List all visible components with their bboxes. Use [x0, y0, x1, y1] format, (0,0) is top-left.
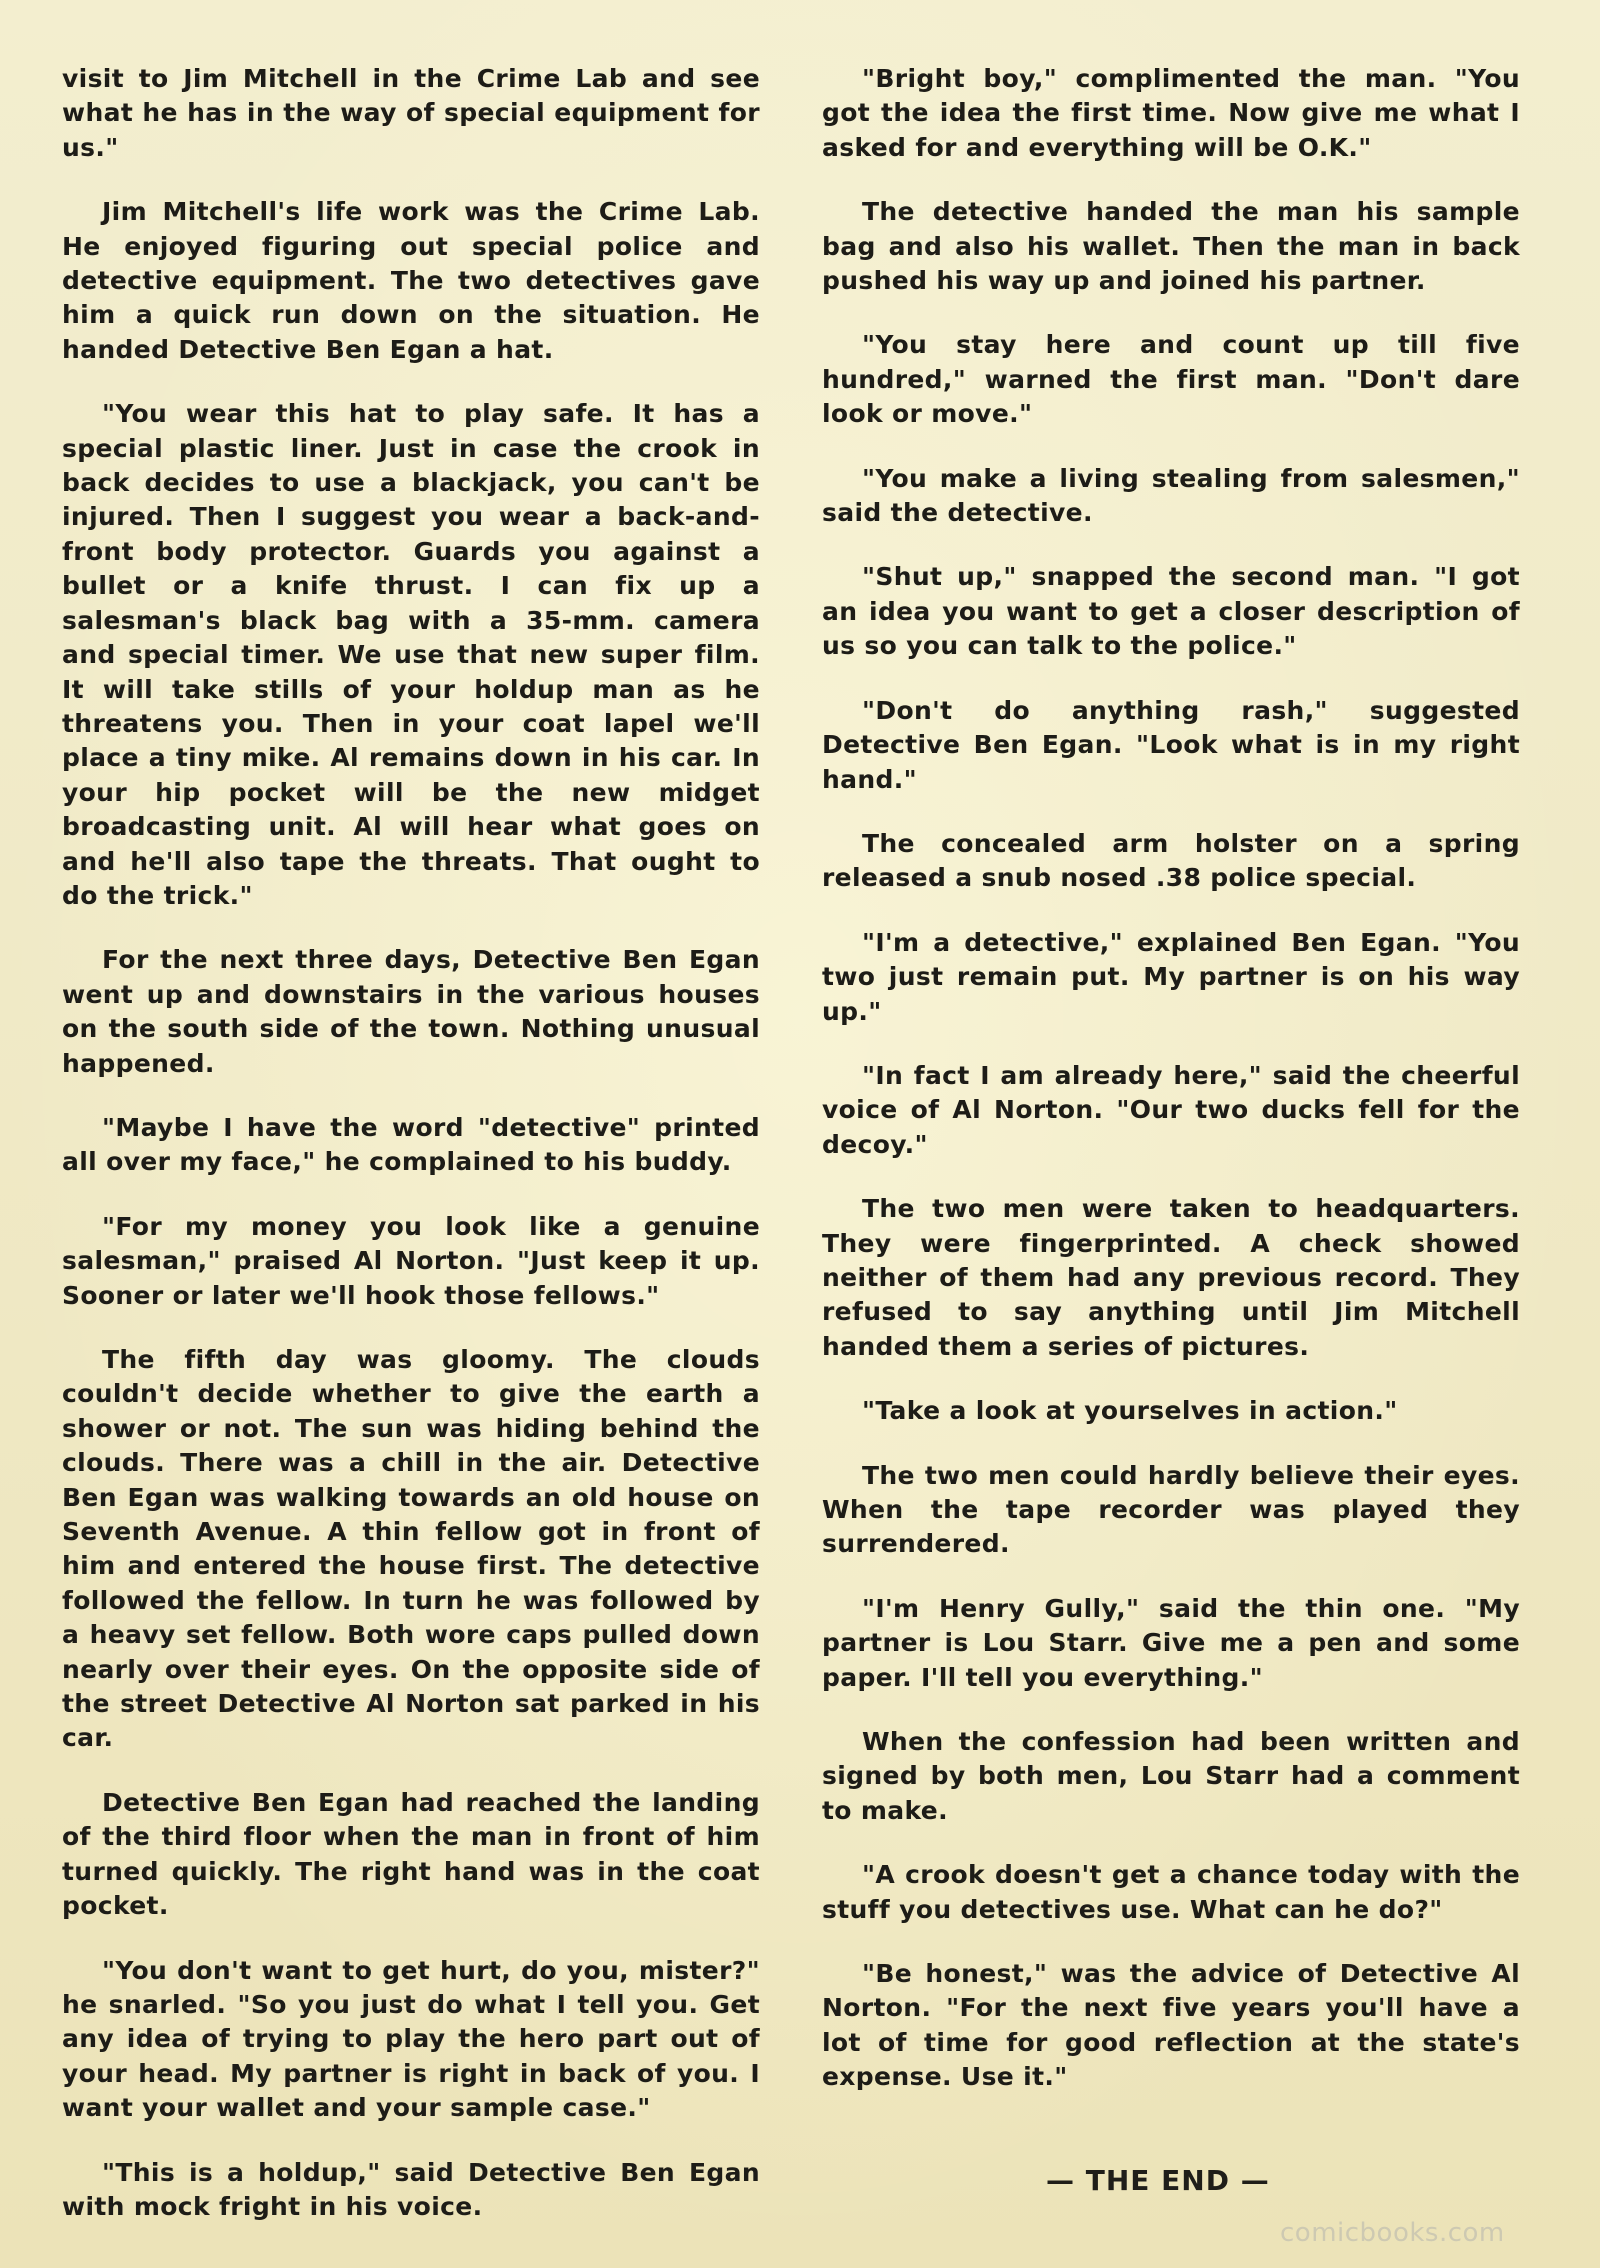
story-paragraph: Detective Ben Egan had reached the landing of the third floor when the man in front of him turned quickly. The right hand was in the coat pocket.	[62, 1787, 760, 1921]
story-paragraph: "I'm Henry Gully," said the thin one. "My partner is Lou Starr. Give me a pen and some paper. I'll tell you everything."	[822, 1593, 1520, 1692]
story-paragraph: When the confession had been written and signed by both men, Lou Starr had a comment to make.	[822, 1727, 1520, 1825]
story-paragraph: Jim Mitchell's life work was the Crime Lab. He enjoyed figuring out special police and detective equipment. The two detectives gave him a quick run down on the situation. He handed Detective Ben Egan a hat.	[62, 197, 760, 364]
story-paragraph: "Bright boy," complimented the man. "You got the idea the first time. Now give me what I asked for and everything will be O.K."	[822, 64, 1520, 162]
story-paragraph: "In fact I am already here," said the cheerful voice of Al Norton. "Our two ducks fell for the decoy."	[822, 1060, 1520, 1159]
story-paragraph: "Don't do anything rash," suggested Detective Ben Egan. "Look what is in my right hand."	[822, 695, 1520, 794]
story-paragraph: "You make a living stealing from salesmen," said the detective.	[822, 463, 1520, 528]
story-paragraph: visit to Jim Mitchell in the Crime Lab and see what he has in the way of special equipment for us."	[62, 64, 760, 162]
story-paragraph: The concealed arm holster on a spring released a snub nosed .38 police special.	[822, 828, 1520, 893]
the-end-mark: — THE END —	[1046, 2164, 1270, 2197]
story-paragraph: "Take a look at yourselves in action."	[862, 1396, 1398, 1426]
right-text-column	[822, 62, 1520, 2125]
story-paragraph: "You wear this hat to play safe. It has a special plastic liner. Just in case the crook in back decides to use a blackjack, you can't be injured. Then I suggest you wear a back-and-front body protector. Guards you against a bullet or a knife thrust. I can fix up a salesman's black bag with a 35-mm. camera and special timer. We use that new super film. It will take stills of your holdup man as he threatens you. Then in your coat lapel we'll place a tiny mike. Al remains down in his car. In your hip pocket will be the new midget broadcasting unit. Al will hear what goes on and he'll also tape the threats. That ought to do the trick."	[62, 399, 760, 910]
story-paragraph: "You don't want to get hurt, do you, mister?" he snarled. "So you just do what I tell you. Get any idea of trying to play the hero part out of your head. My partner is right in back of you. I want your wallet and your sample case."	[62, 1955, 760, 2123]
left-text-column	[62, 62, 760, 2254]
story-paragraph: "Be honest," was the advice of Detective Al Norton. "For the next five years you'll have a lot of time for good reflection at the state's expense. Use it."	[822, 1959, 1520, 2092]
story-paragraph: "You stay here and count up till five hundred," warned the first man. "Don't dare look or move."	[822, 330, 1520, 429]
story-paragraph: "I'm a detective," explained Ben Egan. "You two just remain put. My partner is on his way up."	[822, 927, 1520, 1026]
site-watermark: comicbooks.com	[1280, 2218, 1505, 2248]
story-paragraph: "Shut up," snapped the second man. "I got an idea you want to get a closer description of us so you can talk to the police."	[822, 562, 1520, 661]
story-paragraph: For the next three days, Detective Ben Egan went up and downstairs in the various houses on the south side of the town. Nothing unusual happened.	[62, 945, 760, 1078]
story-paragraph: "For my money you look like a genuine salesman," praised Al Norton. "Just keep it up. Sooner or later we'll hook those fellows."	[62, 1211, 760, 1310]
story-paragraph: "A crook doesn't get a chance today with the stuff you detectives use. What can he do?"	[822, 1860, 1520, 1924]
story-paragraph: The two men were taken to headquarters. They were fingerprinted. A check showed neither of them had any previous record. They refused to say anything until Jim Mitchell handed them a series of pictures.	[822, 1194, 1520, 1361]
story-paragraph: The fifth day was gloomy. The clouds couldn't decide whether to give the earth a shower or not. The sun was hiding behind the clouds. There was a chill in the air. Detective Ben Egan was walking towards an old house on Seventh Avenue. A thin fellow got in front of him and entered the house first. The detective followed the fellow. In turn he was followed by a heavy set fellow. Both wore caps pulled down nearly over their eyes. On the opposite side of the street Detective Al Norton sat parked in his car.	[62, 1345, 760, 1753]
story-paragraph: "This is a holdup," said Detective Ben Egan with mock fright in his voice.	[62, 2157, 760, 2221]
story-paragraph: The detective handed the man his sample bag and also his wallet. Then the man in back pushed his way up and joined his partner.	[822, 197, 1520, 296]
story-paragraph: The two men could hardly believe their eyes. When the tape recorder was played they surrendered.	[822, 1460, 1520, 1559]
story-paragraph: "Maybe I have the word "detective" printed all over my face," he complained to his buddy.	[62, 1112, 760, 1177]
